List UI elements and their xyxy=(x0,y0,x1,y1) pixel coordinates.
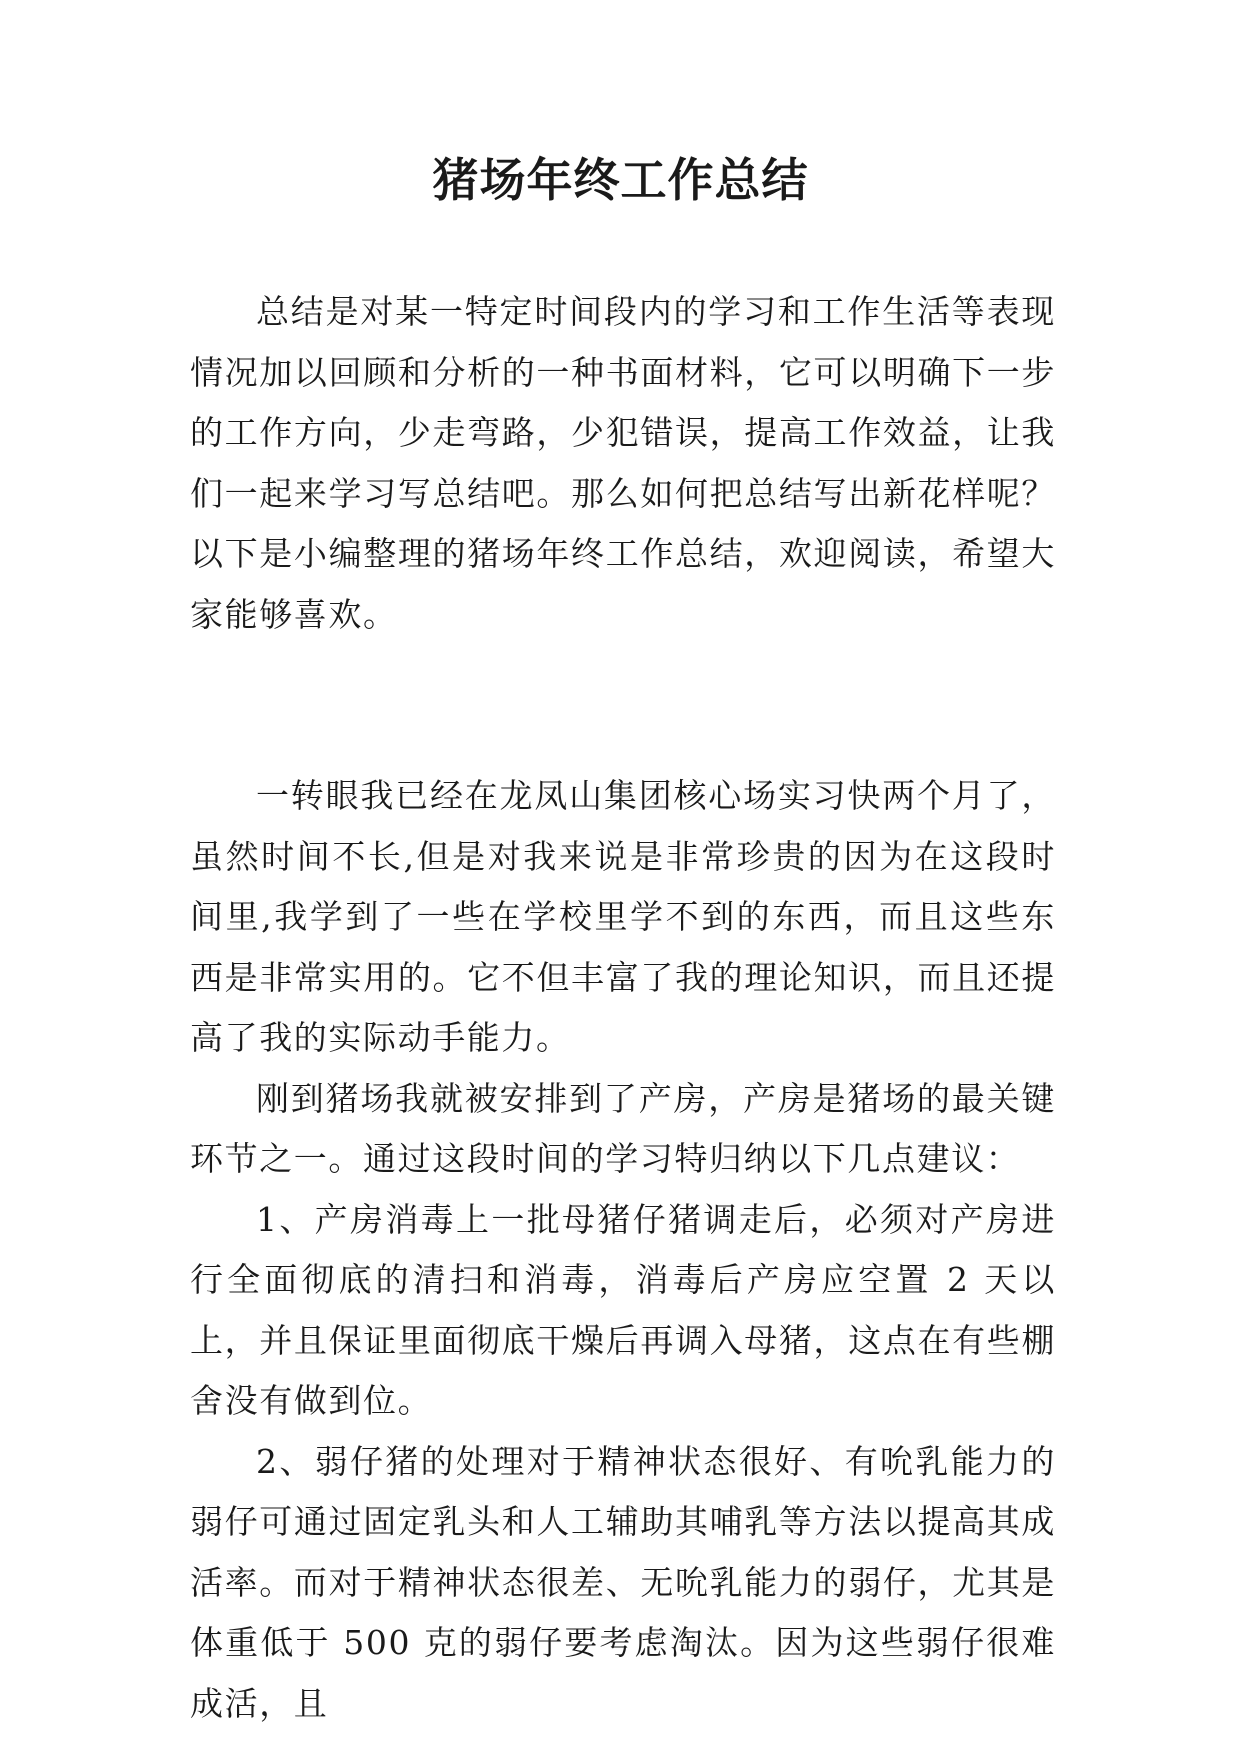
document-body xyxy=(190,282,1056,1734)
farrowing-room-paragraph: 刚到猪场我就被安排到了产房，产房是猪场的最关键环节之一。通过这段时间的学习特归纳以下几点建议： xyxy=(190,1078,1056,1178)
paragraph-spacer xyxy=(190,645,1056,766)
internship-paragraph: 一转眼我已经在龙凤山集团核心场实习快两个月了，虽然时间不长,但是对我来说是非常珍贵的因为在这段时间里,我学到了一些在学校里学不到的东西，而且这些东西是非常实用的。它不但丰富了我的理论知识，而且还提高了我的实际动手能力。 xyxy=(190,776,1056,1057)
intro-paragraph: 总结是对某一特定时间段内的学习和工作生活等表现情况加以回顾和分析的一种书面材料，它可以明确下一步的工作方向，少走弯路，少犯错误，提高工作效益，让我们一起来学习写总结吧。那么如何把总结写出新花样呢？以下是小编整理的猪场年终工作总结，欢迎阅读，希望大家能够喜欢。 xyxy=(190,292,1056,634)
suggestion-2-paragraph: 2、弱仔猪的处理对于精神状态很好、有吮乳能力的弱仔可通过固定乳头和人工辅助其哺乳等方法以提高其成活率。而对于精神状态很差、无吮乳能力的弱仔，尤其是体重低于 500 克的弱仔要考虑淘汰。因为这些弱仔很难成活，且 xyxy=(190,1441,1056,1723)
document-title: 猪场年终工作总结 xyxy=(432,153,809,207)
suggestion-1-paragraph: 1、产房消毒上一批母猪仔猪调走后，必须对产房进行全面彻底的清扫和消毒，消毒后产房应空置 2 天以上，并且保证里面彻底干燥后再调入母猪，这点在有些棚舍没有做到位。 xyxy=(190,1199,1056,1420)
